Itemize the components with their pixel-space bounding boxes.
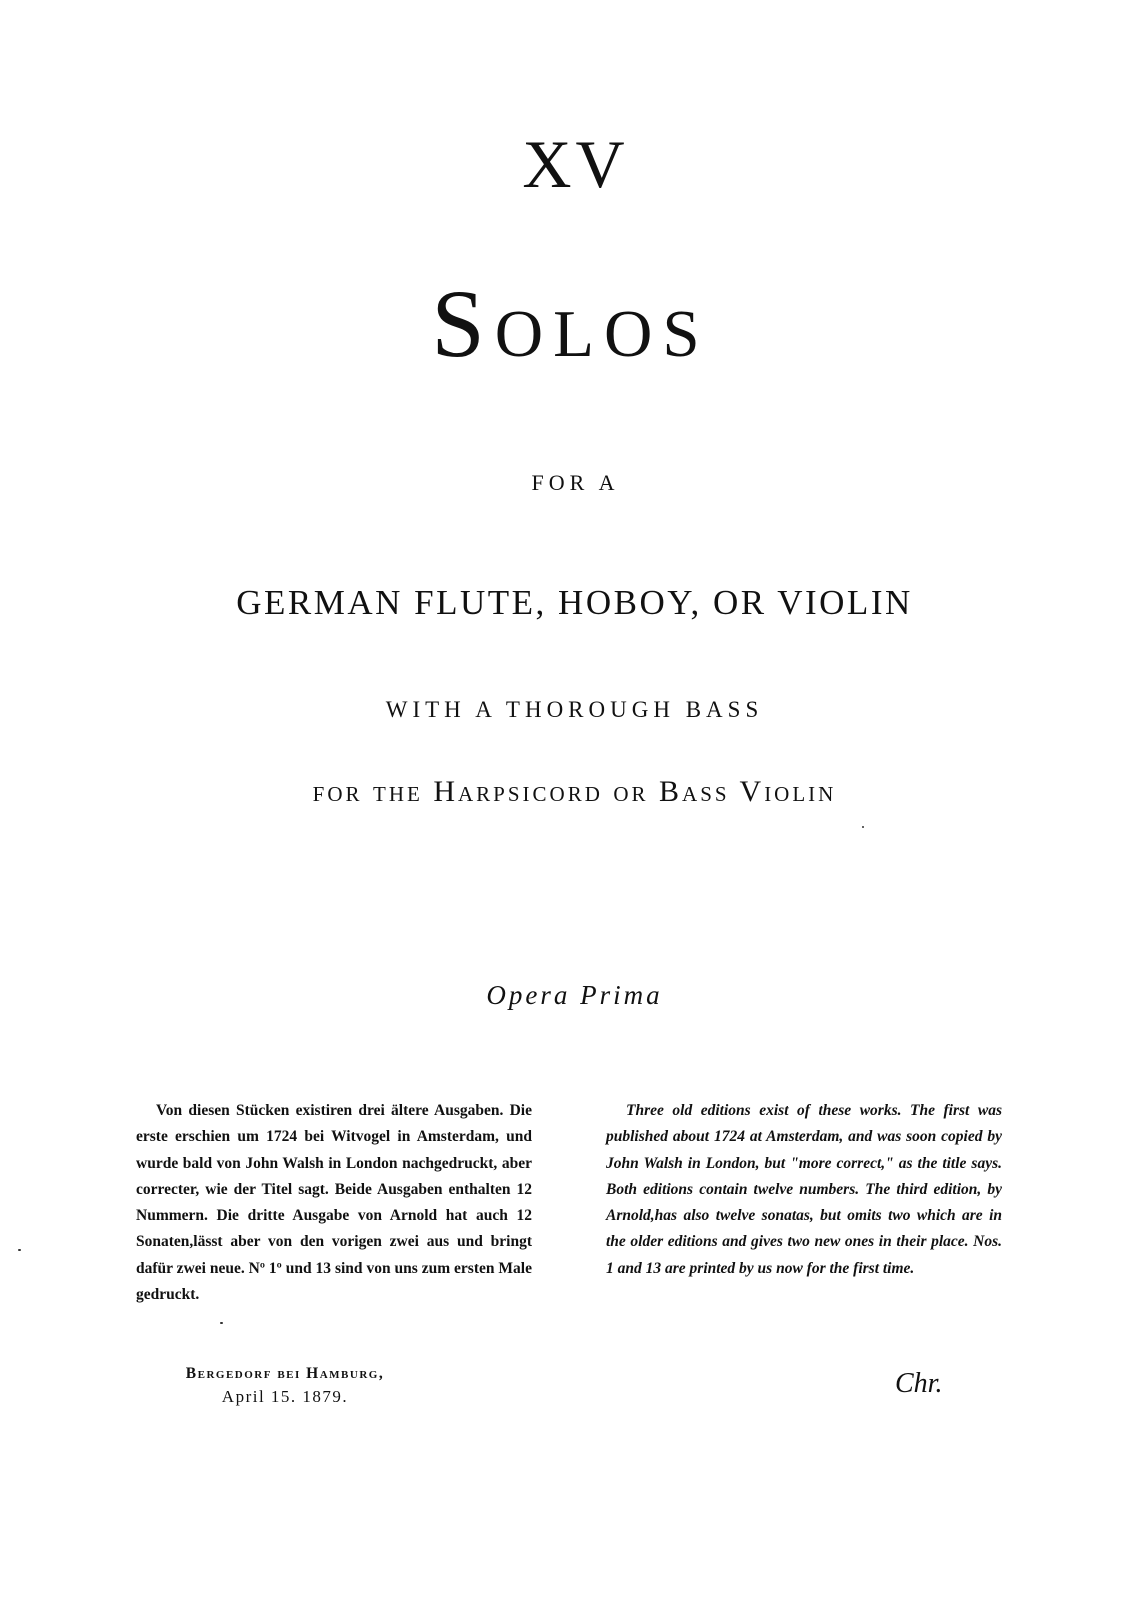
place-and-date [150,1365,420,1407]
volume-numeral: XV [522,126,629,202]
print-speck [220,1322,223,1324]
date-line: April 15. 1879. [221,1387,349,1406]
main-title: Solos [431,270,710,377]
harpsicord-line: for the Harpsicord or Bass Violin [312,775,837,808]
english-note-text: Three old editions exist of these works. The first was published about 1724 at Amsterdam, and was soon copied by John Walsh in London, but "more correct," as the title says. Both editions contain twelve numbers. The third edition, by Arnold,has also twelve sonatas, but omits two which are in the older editions and gives two new ones in their place. Nos. 1 and 13 are printed by us now for the first time. [606,1102,1002,1277]
place-line: Bergedorf bei Hamburg, [185,1365,385,1382]
editorial-note-german [136,1098,532,1308]
opus-label: Opera Prima [486,980,663,1010]
thorough-bass-line: WITH A THOROUGH BASS [385,697,764,722]
instruments-line: GERMAN FLUTE, HOBOY, OR VIOLIN [236,583,913,622]
print-speck [18,1249,21,1251]
subtitle-for-a: FOR A [531,470,620,495]
editor-signature: Chr. [895,1368,943,1399]
print-speck [862,826,864,828]
german-note-text: Von diesen Stücken existiren drei ältere Ausgaben. Die erste erschien um 1724 bei Witvogel in Amsterdam, und wurde bald von John Walsh in London nachgedruckt, aber correcter, wie der Titel sagt. Beide Ausgaben enthalten 12 Nummern. Die dritte Ausgabe von Arnold hat auch 12 Sonaten,lässt aber von den vorigen zwei aus und bringt dafür zwei neue. Nº 1º und 13 sind von uns zum ersten Male gedruckt. [136,1102,532,1304]
editorial-note-english [606,1098,1002,1282]
